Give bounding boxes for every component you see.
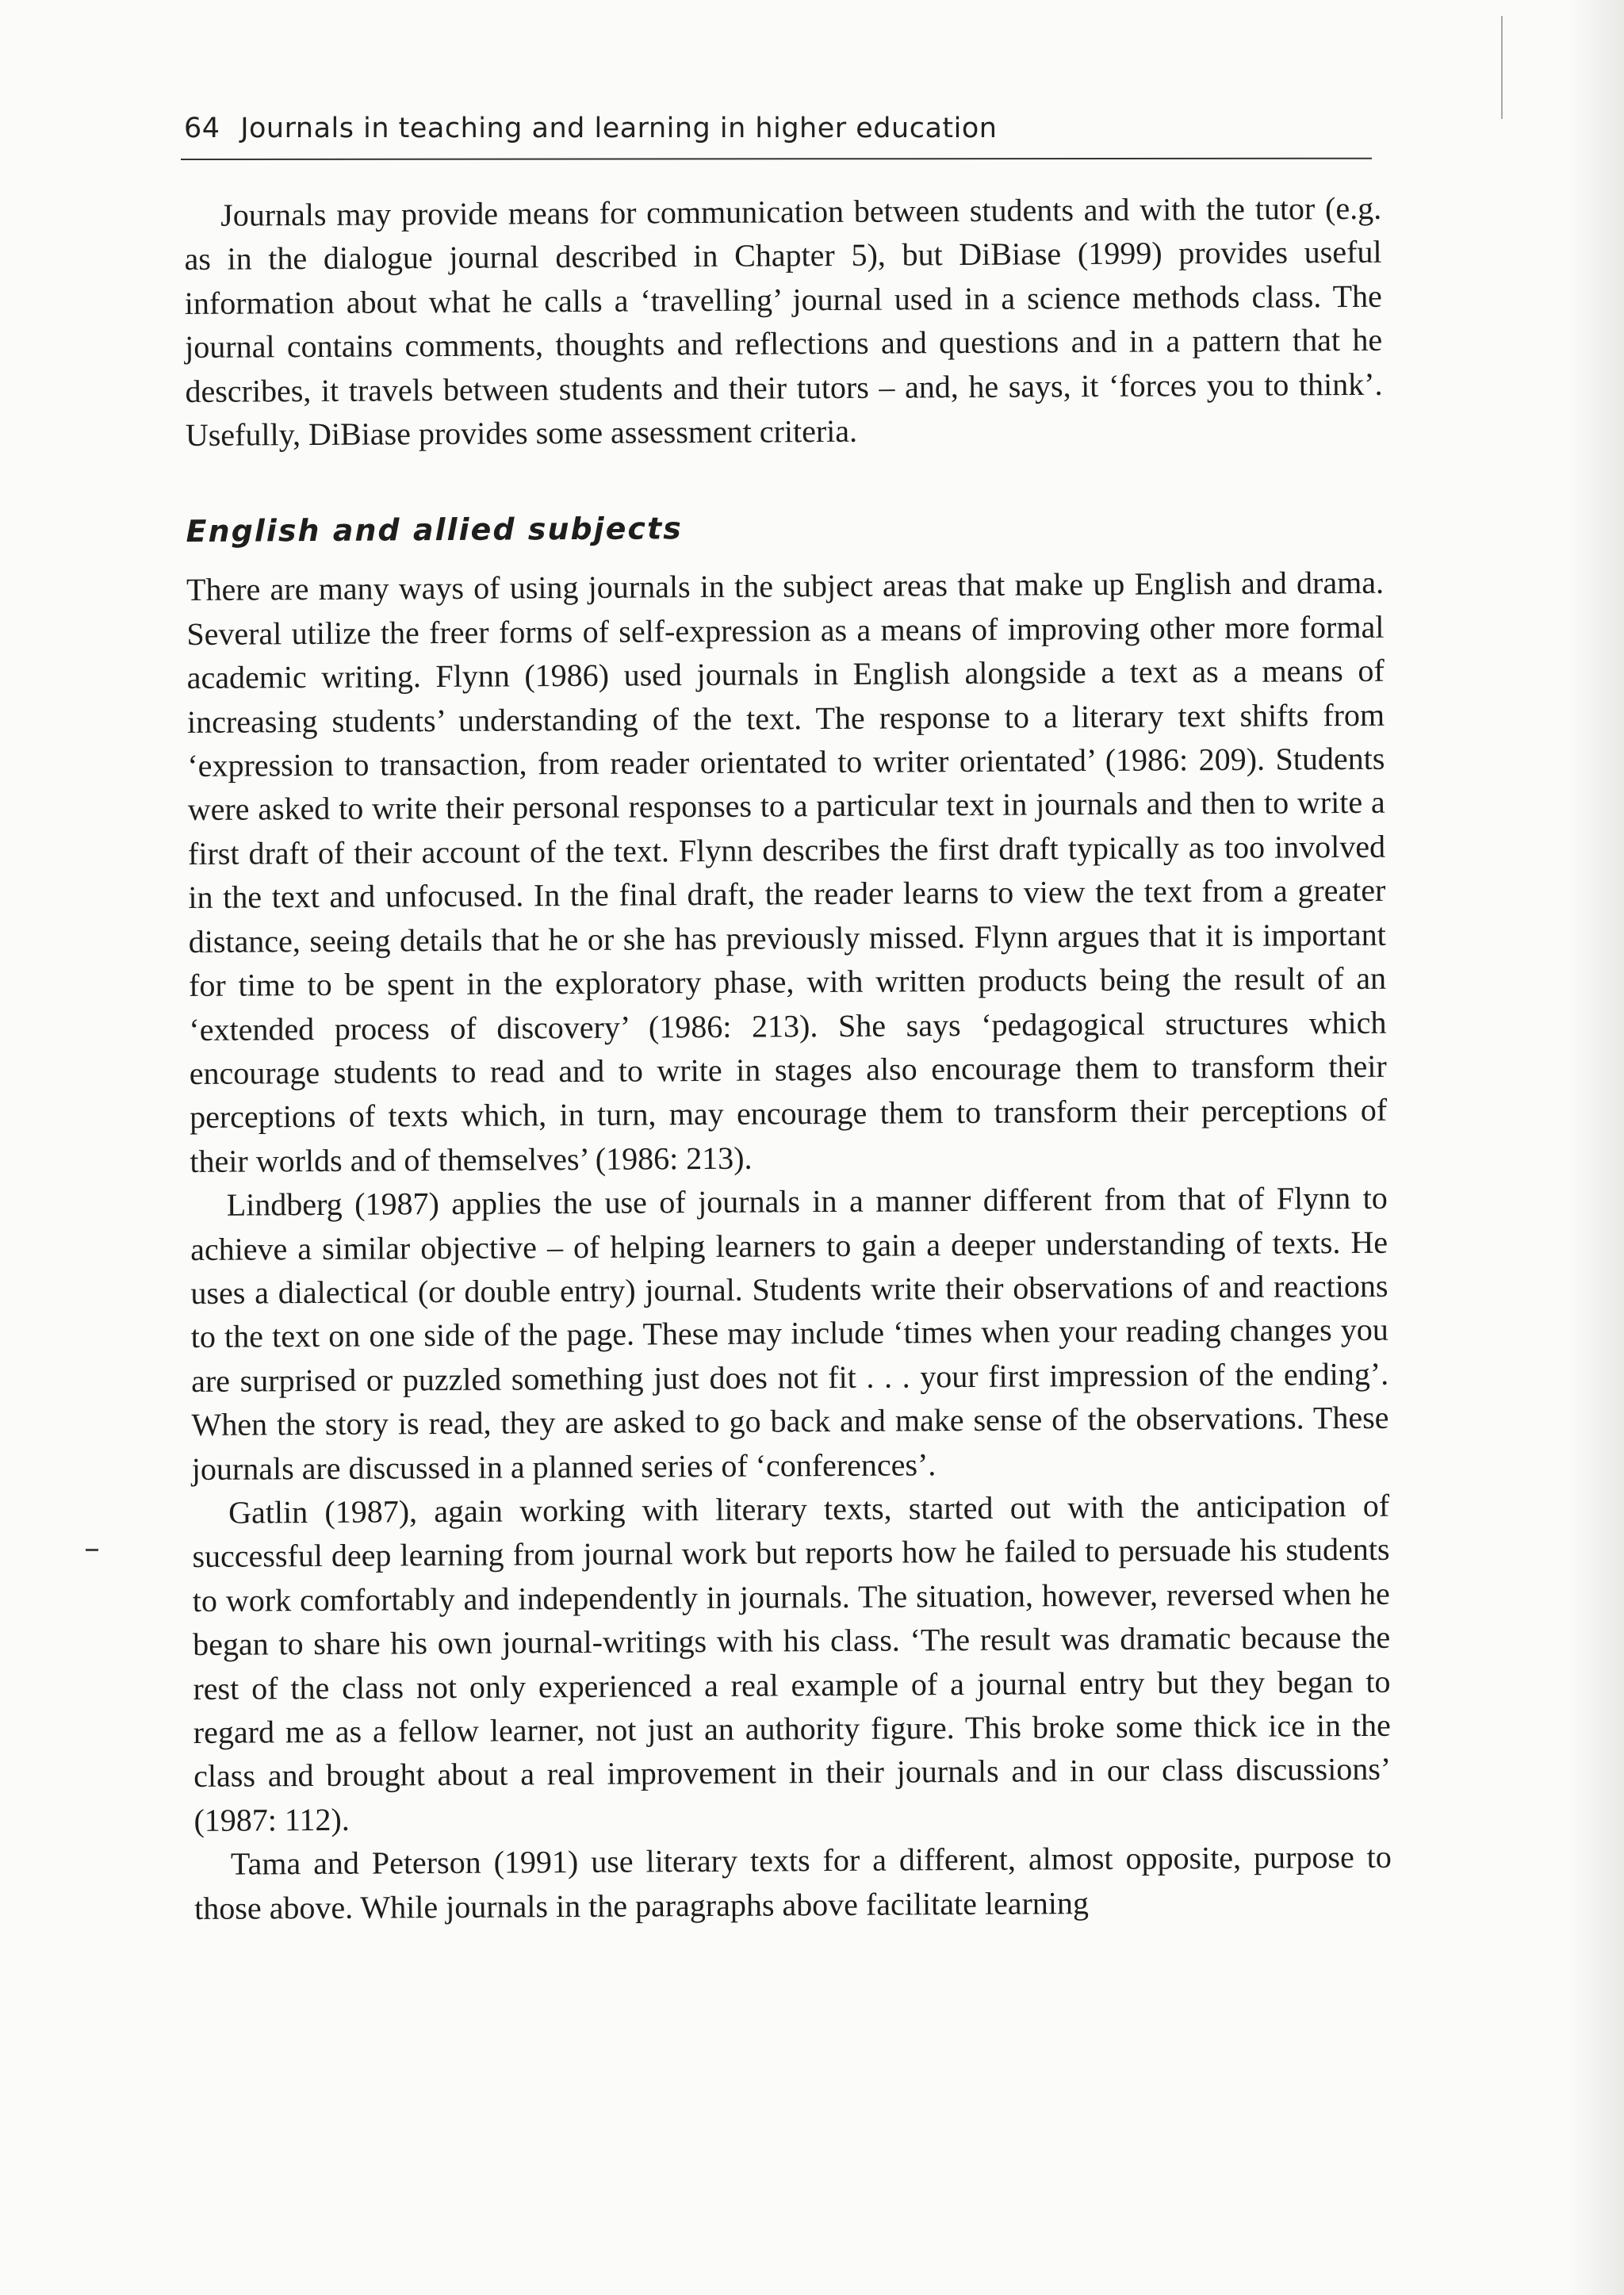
page-number: 64 <box>184 113 220 144</box>
paragraph: Tama and Peterson (1991) use literary texts for a different, almost opposite, purpose to those above. While journals in the paragraphs above facilitate learning <box>194 1838 1392 1926</box>
running-head <box>184 113 1373 144</box>
paragraph: Journals may provide means for communication between students and with the tutor (e.g. as in the dialogue journal described in Chapter 5), but DiBiase (1999) provides useful information about what he calls a ‘travelling’ journal used in a science methods class. The journal contains comments, thoughts and reflections and questions and in a pattern that he describes, it travels between students and their tutors – and, he says, it ‘forces you to think’. Usefully, DiBiase provides some assessment criteria. <box>184 190 1383 454</box>
body-text <box>184 186 1392 1930</box>
paragraph: Gatlin (1987), again working with literary texts, started out with the anticipation of successful deep learning from journal work but reports how he failed to persuade his students to work comfortably and independently in journals. The situation, however, reversed when he began to share his own journal-writings with his class. ‘The result was dramatic because the rest of the class not only experienced a real example of a journal entry but they began to regard me as a fellow learner, not just an authority figure. This broke some thick ice in the class and brought about a real improvement in their journals and in our class discussions’ (1987: 112). <box>192 1487 1392 1838</box>
header-rule <box>181 158 1372 160</box>
section-heading: English and allied subjects <box>186 511 683 550</box>
running-title: Journals in teaching and learning in higher education <box>240 113 998 144</box>
paragraph: Lindberg (1987) applies the use of journals in a manner different from that of Flynn to achieve a similar objective – of helping learners to gain a deeper understanding of texts. He uses a dialectical (or double entry) journal. Students write their observations of and reactions to the text on one side of the page. These may include ‘times when your reading changes you are surprised or puzzled something just does not fit . . . your first impression of the ending’. When the story is read, they are asked to go back and make sense of the observations. These journals are discussed in a planned series of ‘conferences’. <box>190 1179 1389 1487</box>
page-edge-mark <box>1501 16 1503 119</box>
margin-mark <box>86 1549 98 1551</box>
page-edge-shadow <box>1568 0 1624 2295</box>
paragraph: There are many ways of using journals in the subject areas that make up English and drama. Several utilize the freer forms of self-expression as a means of improving other more formal academic writing. Flynn (1986) used journals in English alongside a text as a means of increasing students’ understanding of the text. The response to a literary text shifts from ‘expression to transaction, from reader orientated to writer orientated’ (1986: 209). Students were asked to write their personal responses to a particular text in journals and then to write a first draft of their account of the text. Flynn describes the first draft typically as too involved in the text and unfocused. In the final draft, the reader learns to view the text from a greater distance, seeing details that he or she has previously missed. Flynn argues that it is important for time to be spent in the exploratory phase, with written products being the result of an ‘extended process of discovery’ (1986: 213). She says ‘pedagogical structures which encourage students to read and to write in stages also encourage them to transform their perceptions of texts which, in turn, may encourage them to transform their perceptions of their worlds and of themselves’ (1986: 213). <box>186 565 1388 1179</box>
